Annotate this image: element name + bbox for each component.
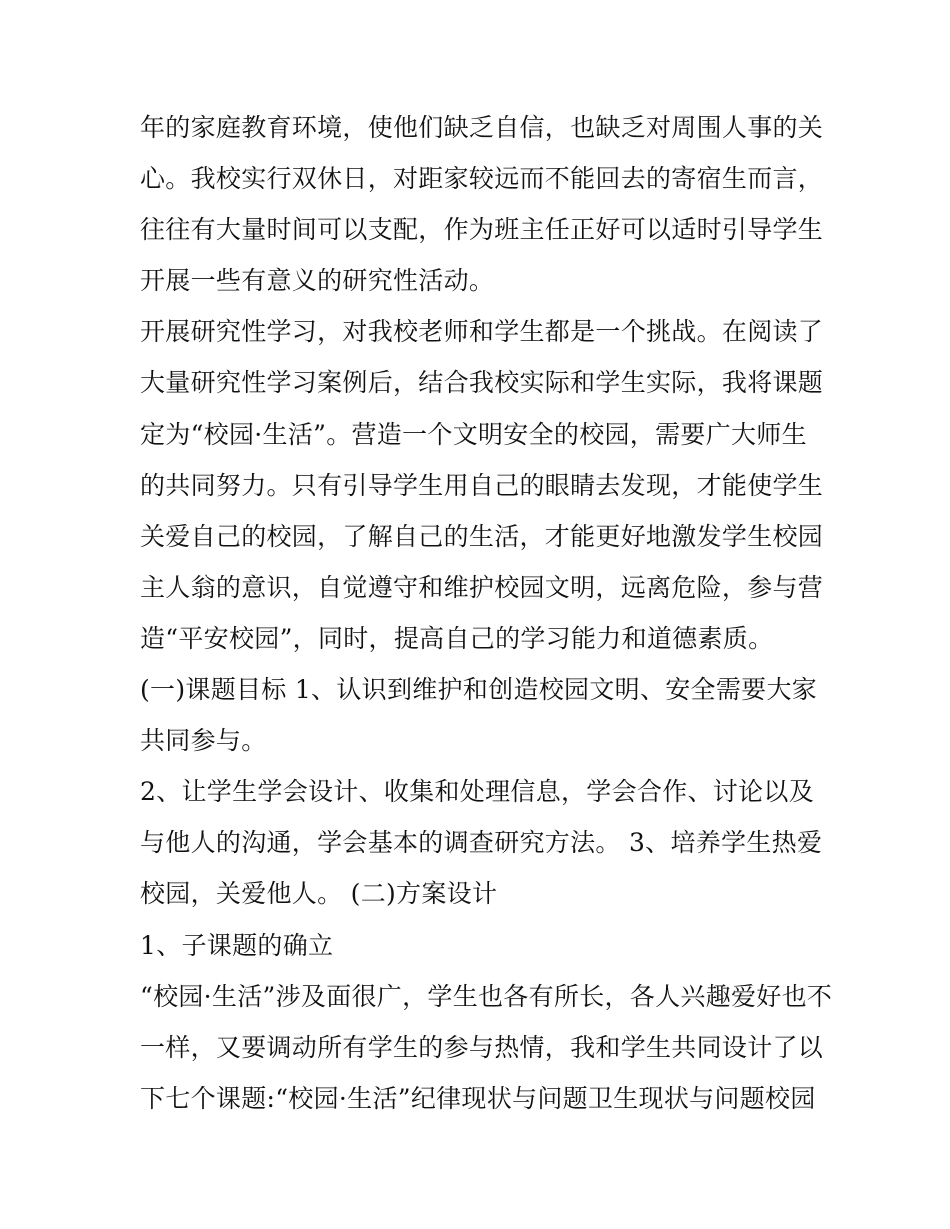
text-line: 开展一些有意义的研究性活动。 xyxy=(140,266,495,296)
text-line: 共同参与。 xyxy=(140,726,267,756)
text-line: 主人翁的意识，自觉遵守和维护校园文明，远离危险，参与营 xyxy=(140,572,824,602)
text-line: 下七个课题:“校园·生活”纪律现状与问题卫生现状与问题校园 xyxy=(140,1083,816,1113)
document-body xyxy=(140,108,833,1130)
text-line: 开展研究性学习，对我校老师和学生都是一个挑战。在阅读了 xyxy=(140,317,824,347)
text-line: 关爱自己的校园，了解自己的生活，才能更好地激发学生校园 xyxy=(140,521,824,551)
text-line: “校园·生活”涉及面很广，学生也各有所长，各人兴趣爱好也不 xyxy=(140,981,833,1011)
text-line: 心。我校实行双休日，对距家较远而不能回去的寄宿生而言， xyxy=(140,164,824,194)
text-line: 造“平安校园”，同时，提高自己的学习能力和道德素质。 xyxy=(140,623,774,653)
text-line: 往往有大量时间可以支配，作为班主任正好可以适时引导学生 xyxy=(140,215,824,245)
text-line: 与他人的沟通，学会基本的调查研究方法。 3、培养学生热爱 xyxy=(140,828,823,858)
text-line: (一)课题目标 1、认识到维护和创造校园文明、安全需要大家 xyxy=(140,675,818,705)
text-line: 校园，关爱他人。 (二)方案设计 xyxy=(140,879,498,909)
text-line: 的共同努力。只有引导学生用自己的眼睛去发现，才能使学生 xyxy=(140,470,824,500)
text-line: 2、让学生学会设计、收集和处理信息，学会合作、讨论以及 xyxy=(140,777,815,807)
text-line: 1、子课题的确立 xyxy=(140,930,334,960)
text-line: 年的家庭教育环境，使他们缺乏自信，也缺乏对周围人事的关 xyxy=(140,113,824,142)
text-line: 一样，又要调动所有学生的参与热情，我和学生共同设计了以 xyxy=(140,1032,824,1062)
text-line: 定为“校园·生活”。营造一个文明安全的校园，需要广大师生 xyxy=(140,419,807,449)
text-line: 大量研究性学习案例后，结合我校实际和学生实际，我将课题 xyxy=(140,368,824,398)
